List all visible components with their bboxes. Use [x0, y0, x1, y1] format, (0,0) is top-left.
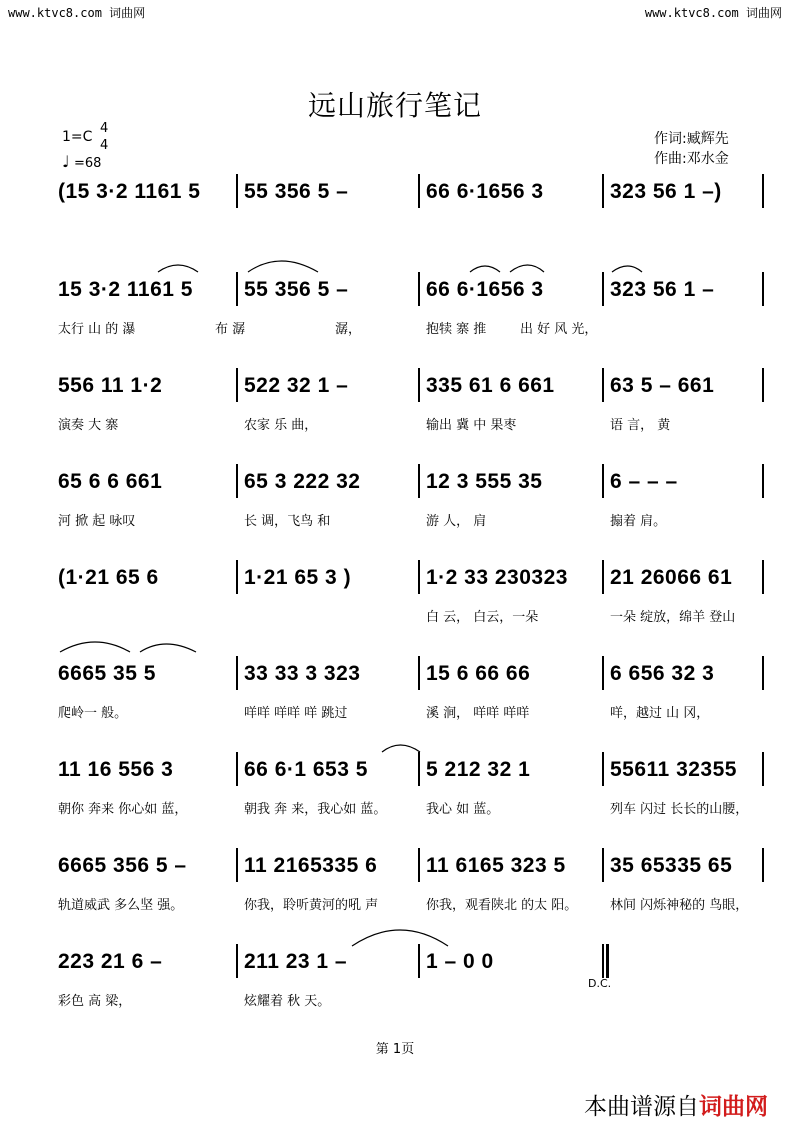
slur-mark — [470, 266, 500, 272]
tempo-marking: =68 — [74, 156, 102, 171]
dc-marking: D.C. — [588, 977, 612, 990]
bar-line — [418, 560, 420, 594]
bar-line — [602, 464, 604, 498]
time-signature-bottom: 4 — [100, 138, 109, 153]
measure-notes: 55611 32355 — [610, 758, 737, 781]
lyric-line: 炫耀着 秋 天。 — [244, 994, 331, 1009]
lyric-line: 出 好 风 光， — [520, 322, 598, 337]
measure-notes: 55 356 5 – — [244, 180, 349, 203]
bar-line — [236, 464, 238, 498]
brand-prefix: 本曲谱源自 — [584, 1094, 699, 1120]
slur-mark — [60, 642, 130, 652]
measure-notes: 55 356 5 – — [244, 278, 349, 301]
measure-notes: 35 65335 65 — [610, 854, 733, 877]
lyric-line: 输出 冀 中 果枣 — [426, 418, 517, 433]
bar-line — [418, 752, 420, 786]
lyric-line: 朝你 奔来 你心如 蓝， — [58, 802, 188, 817]
brand-name[interactable]: 词曲网 — [699, 1094, 768, 1120]
slur-mark — [612, 266, 642, 272]
measure-notes: 1 – 0 0 — [426, 950, 494, 973]
lyric-line: 列车 闪过 长长的山腰， — [610, 802, 749, 817]
bar-line — [602, 848, 604, 882]
bar-line — [762, 752, 764, 786]
bar-line — [762, 560, 764, 594]
measure-notes: 65 6 6 661 — [58, 470, 163, 493]
measure-notes: 1·2 33 230323 — [426, 566, 568, 589]
slur-mark — [510, 265, 544, 272]
lyricist-credit: 作词:臧辉先 — [654, 131, 729, 147]
measure-notes: 6665 356 5 – — [58, 854, 187, 877]
lyric-line: 我心 如 蓝。 — [426, 802, 500, 817]
bar-line — [762, 464, 764, 498]
bar-line — [418, 656, 420, 690]
measure-notes: 15 6 66 66 — [426, 662, 531, 685]
measure-notes: 66 6·1656 3 — [426, 278, 544, 301]
bar-line — [762, 368, 764, 402]
slur-mark — [248, 261, 318, 272]
lyric-line: 长 调，飞鸟 和 — [244, 514, 331, 529]
measure-notes: 211 23 1 – — [244, 950, 348, 973]
lyric-line: 河 掀 起 咏叹 — [58, 514, 136, 529]
measure-notes: 11 2165335 6 — [244, 854, 378, 877]
bar-line — [418, 848, 420, 882]
lyric-line: 搧着 肩。 — [610, 514, 667, 529]
song-title: 远山旅行笔记 — [307, 89, 482, 122]
measure-notes: 66 6·1 653 5 — [244, 758, 368, 781]
final-bar-line — [606, 944, 609, 978]
measure-notes: 1·21 65 3 ) — [244, 566, 352, 589]
bar-line — [602, 752, 604, 786]
quarter-note-icon: ♩ — [62, 152, 70, 171]
lyric-line: 轨道威武 多么坚 强。 — [58, 898, 184, 913]
measure-notes: 15 3·2 1161 5 — [58, 278, 193, 301]
bar-line — [236, 752, 238, 786]
bar-line — [602, 656, 604, 690]
bar-line — [762, 174, 764, 208]
slur-mark — [352, 930, 448, 946]
page-number: 第 1页 — [375, 1042, 415, 1057]
bar-line — [762, 656, 764, 690]
bar-line — [236, 174, 238, 208]
bar-line — [602, 174, 604, 208]
bar-line — [418, 464, 420, 498]
measure-notes: 33 33 3 323 — [244, 662, 361, 685]
slur-mark — [158, 265, 198, 272]
lyric-line: 语 言， 黄 — [610, 418, 671, 433]
key-signature: 1=C — [62, 129, 93, 145]
measure-notes: 65 3 222 32 — [244, 470, 361, 493]
lyric-line: 一朵 绽放，绵羊 登山 — [610, 610, 736, 625]
lyric-line: 太行 山 的 瀑 — [58, 322, 136, 337]
composer-credit: 作曲:邓水金 — [654, 151, 729, 167]
measure-notes: 66 6·1656 3 — [426, 180, 544, 203]
measure-notes: 63 5 – 661 — [610, 374, 715, 397]
lyric-line: 白 云， 白云，一朵 — [426, 610, 539, 625]
measure-notes: 323 56 1 –) — [610, 180, 722, 203]
measure-notes: 6665 35 5 — [58, 662, 156, 685]
lyric-line: 布 潺 — [215, 322, 246, 337]
measure-notes: 11 6165 323 5 — [426, 854, 566, 877]
lyric-line: 咩，越过 山 冈， — [610, 706, 710, 721]
bar-line — [602, 560, 604, 594]
measure-notes: (15 3·2 1161 5 — [58, 180, 201, 203]
lyric-line: 爬岭一 般。 — [58, 706, 128, 721]
measure-notes: 323 56 1 – — [610, 278, 715, 301]
site-url-left[interactable]: www.ktvc8.com 词曲网 — [8, 6, 146, 20]
site-url-right[interactable]: www.ktvc8.com 词曲网 — [644, 6, 782, 20]
measure-notes: 11 16 556 3 — [58, 758, 174, 781]
measure-notes: 5 212 32 1 — [426, 758, 531, 781]
measure-notes: 6 – – – — [610, 470, 678, 493]
bar-line — [762, 272, 764, 306]
measure-notes: 21 26066 61 — [610, 566, 733, 589]
bar-line — [236, 272, 238, 306]
lyric-line: 游 人， 肩 — [426, 514, 487, 529]
measure-notes: 556 11 1·2 — [58, 374, 163, 397]
bar-line — [236, 848, 238, 882]
slur-mark — [140, 644, 196, 652]
measure-notes: (1·21 65 6 — [58, 566, 159, 589]
slur-mark — [382, 745, 420, 752]
lyric-line: 你我，观看陕北 的太 阳。 — [426, 898, 578, 913]
bar-line — [418, 174, 420, 208]
bar-line — [236, 560, 238, 594]
lyric-line: 咩咩 咩咩 咩 跳过 — [244, 706, 348, 721]
bar-line — [236, 368, 238, 402]
lyric-line: 彩色 高 梁， — [58, 994, 132, 1009]
bar-line — [418, 272, 420, 306]
time-signature-top: 4 — [100, 121, 109, 136]
lyric-line: 你我，聆听黄河的吼 声 — [244, 898, 379, 913]
lyric-line: 潺， — [335, 322, 362, 337]
measure-notes: 6 656 32 3 — [610, 662, 715, 685]
bar-line — [418, 944, 420, 978]
lyric-line: 朝我 奔 来，我心如 蓝。 — [244, 802, 387, 817]
source-brand[interactable] — [584, 1088, 768, 1121]
bar-line — [602, 368, 604, 402]
lyric-line: 农家 乐 曲， — [244, 418, 318, 433]
lyric-line: 演奏 大 寨 — [58, 418, 119, 433]
bar-line — [236, 944, 238, 978]
measure-notes: 335 61 6 661 — [426, 374, 555, 397]
bar-line — [602, 272, 604, 306]
lyric-line: 溪 涧， 咩咩 咩咩 — [426, 706, 530, 721]
measure-notes: 522 32 1 – — [244, 374, 349, 397]
lyric-line: 抱犊 寨 推 — [426, 322, 487, 337]
bar-line — [762, 848, 764, 882]
measure-notes: 223 21 6 – — [58, 950, 163, 973]
bar-line — [236, 656, 238, 690]
bar-line — [418, 368, 420, 402]
bar-line — [602, 944, 604, 978]
lyric-line: 林间 闪烁神秘的 鸟眼， — [610, 898, 749, 913]
measure-notes: 12 3 555 35 — [426, 470, 543, 493]
